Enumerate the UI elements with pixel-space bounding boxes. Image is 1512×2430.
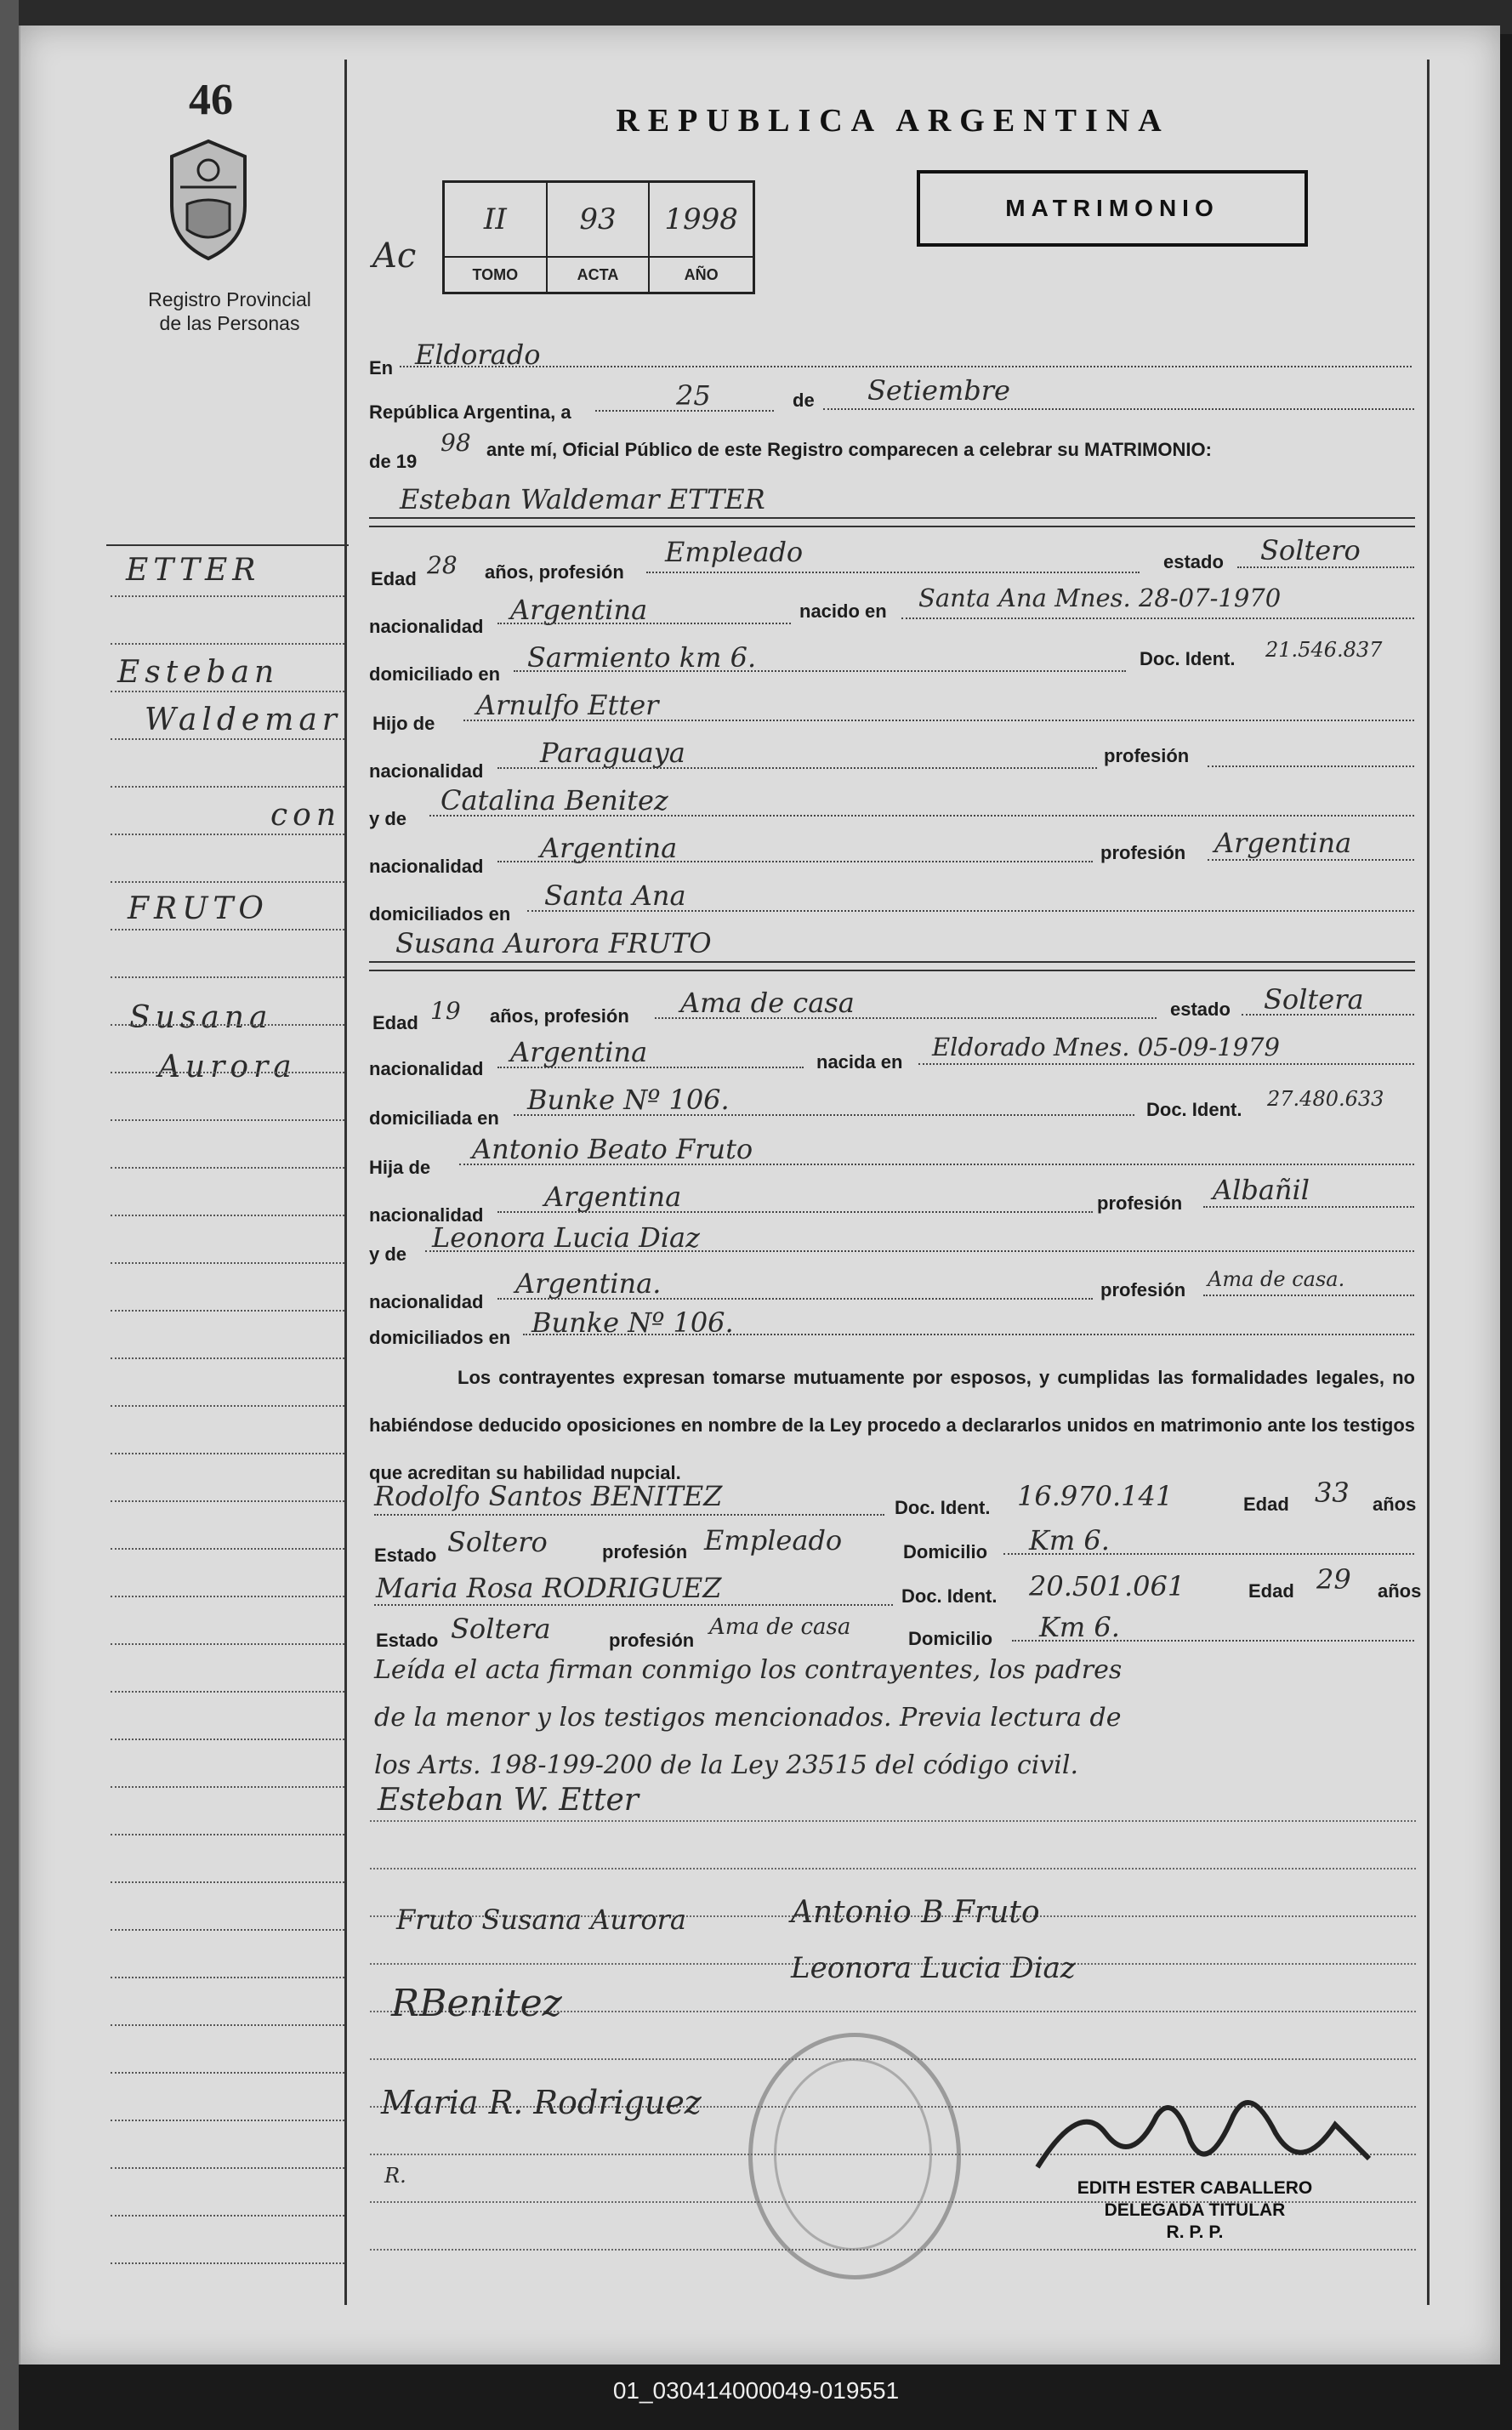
- annotation-ac: Ac: [372, 236, 417, 276]
- witness-2-dom-line: [1012, 1640, 1414, 1642]
- margin-ruled-line: [111, 1691, 344, 1693]
- groom-madre: Catalina Benitez: [441, 784, 668, 817]
- witness-1-doc: 16.970.141: [1017, 1480, 1174, 1512]
- witness-2-dom-label: Domicilio: [908, 1628, 993, 1649]
- groom-edad: 28: [427, 551, 458, 579]
- groom-estado-line: [1237, 566, 1414, 568]
- groom-madre-prof-label: profesión: [1100, 842, 1186, 863]
- margin-con: con: [270, 798, 342, 833]
- witness-1-dom-label: Domicilio: [903, 1541, 988, 1562]
- margin-ruled-line: [111, 2024, 344, 2026]
- closing-line-3: los Arts. 198-199-200 de la Ley 23515 del código civil.: [374, 1750, 1078, 1780]
- bride-padre-line: [459, 1164, 1414, 1165]
- groom-name: Esteban Waldemar ETTER: [400, 483, 765, 515]
- bride-estado: Soltera: [1264, 983, 1364, 1016]
- day-value: 25: [676, 379, 711, 412]
- groom-padres-dom-line: [527, 910, 1414, 912]
- groom-madre-line: [429, 815, 1414, 817]
- groom-padres-dom: Santa Ana: [544, 879, 686, 912]
- day-line: [595, 410, 774, 412]
- place-line: [400, 366, 1412, 367]
- signature-witness-1: RBenitez: [391, 1982, 562, 2025]
- margin-ruled-line: [111, 881, 344, 883]
- bride-dom-label: domiciliada en: [369, 1107, 499, 1129]
- bride-padres-dom-line: [523, 1334, 1414, 1335]
- margin-divider: [344, 60, 347, 2305]
- witness-2-prof-label: profesión: [609, 1630, 695, 1651]
- bride-madre-nac: Argentina.: [515, 1267, 662, 1300]
- margin-ruled-line: [111, 786, 344, 788]
- coat-of-arms-icon: [162, 136, 255, 264]
- groom-nacido-line: [901, 617, 1414, 619]
- bride-nacida: Eldorado Mnes. 05-09-1979: [932, 1033, 1280, 1061]
- groom-madre-nac-line: [497, 861, 1093, 862]
- bride-madre-prof-label: profesión: [1100, 1279, 1186, 1300]
- ante-text: ante mí, Oficial Público de este Registro comparecen a celebrar su MATRIMONIO:: [486, 439, 1212, 460]
- tomo-value: II: [445, 183, 548, 256]
- groom-yde-label: y de: [369, 808, 407, 829]
- registry-box: [442, 180, 755, 294]
- bride-madre-prof-line: [1203, 1295, 1414, 1296]
- groom-padre-prof-line: [1208, 765, 1414, 767]
- closing-line-1: Leída el acta firman conmigo los contrayentes, los padres: [374, 1655, 1123, 1685]
- witness-2-edad: 29: [1316, 1563, 1351, 1596]
- groom-padre-nac: Paraguaya: [540, 737, 685, 769]
- bride-dom-line: [514, 1114, 1134, 1116]
- margin-ruled-line: [111, 1167, 344, 1169]
- groom-prof-label: años, profesión: [485, 561, 624, 583]
- republica-label: República Argentina, a: [369, 401, 571, 423]
- margin-ruled-line: [111, 1310, 344, 1312]
- groom-dom-line: [514, 670, 1126, 672]
- right-border: [1427, 60, 1430, 2305]
- issuer-label: Registro Provincial de las Personas: [148, 288, 311, 334]
- groom-estado-label: estado: [1163, 551, 1224, 572]
- bride-padre-nac-label: nacionalidad: [369, 1204, 484, 1226]
- margin-surname-1: ETTER: [126, 553, 261, 588]
- margin-ruled-line: [111, 1500, 344, 1502]
- official-title: DELEGADA TITULAR: [1104, 2200, 1286, 2220]
- witness-1-estado-label: Estado: [374, 1545, 437, 1566]
- year-suffix-value: 98: [441, 429, 471, 457]
- signature-groom: Esteban W. Etter: [378, 1783, 639, 1818]
- margin-ruled-line: [111, 1786, 344, 1788]
- groom-nacido: Santa Ana Mnes. 28-07-1970: [918, 583, 1282, 612]
- bride-nacionalidad: Argentina: [510, 1036, 648, 1068]
- groom-madre-nac: Argentina: [540, 832, 678, 864]
- groom-domicilio: Sarmiento km 6.: [527, 641, 757, 674]
- witness-1-doc-label: Doc. Ident.: [895, 1497, 991, 1518]
- bride-nac-line: [497, 1067, 804, 1068]
- groom-padre-line: [463, 720, 1414, 721]
- en-label: En: [369, 357, 394, 378]
- groom-nac-label: nacionalidad: [369, 616, 484, 637]
- bride-domicilio: Bunke Nº 106.: [527, 1084, 730, 1116]
- witness-2-doc: 20.501.061: [1029, 1570, 1185, 1602]
- groom-estado: Soltero: [1260, 534, 1361, 566]
- margin-given-2a: Susana: [129, 1000, 273, 1035]
- bride-madre-nac-label: nacionalidad: [369, 1291, 484, 1312]
- de-label: de: [793, 390, 815, 411]
- bride-name-rule-2: [369, 970, 1415, 971]
- witness-2-edad-label: Edad: [1248, 1580, 1294, 1602]
- bride-madre: Leonora Lucia Diaz: [432, 1221, 700, 1254]
- witness-2-name-line: [374, 1604, 893, 1606]
- groom-doc: 21.546.837: [1265, 638, 1383, 662]
- signature-witness-2: Maria R. Rodriguez: [381, 2084, 702, 2121]
- bride-padre: Antonio Beato Fruto: [472, 1133, 753, 1165]
- margin-ruled-line: [111, 2215, 344, 2217]
- groom-prof-line: [646, 572, 1140, 573]
- margin-ruled-line: [111, 1357, 344, 1359]
- margin-ruled-line: [111, 834, 344, 835]
- body-ruled-line: [370, 1820, 1416, 1822]
- groom-hijo-label: Hijo de: [372, 713, 435, 734]
- groom-nac-line: [497, 623, 791, 624]
- margin-ruled-line: [111, 1881, 344, 1883]
- bride-hija-label: Hija de: [369, 1157, 431, 1178]
- witness-2-estado-label: Estado: [376, 1630, 439, 1651]
- official-seal-inner: [774, 2058, 932, 2251]
- margin-ruled-line: [111, 1072, 344, 1073]
- groom-doc-label: Doc. Ident.: [1140, 648, 1236, 669]
- groom-padre-nac-label: nacionalidad: [369, 760, 484, 782]
- bride-madre-prof: Ama de casa.: [1208, 1267, 1345, 1291]
- bride-estado-label: estado: [1170, 999, 1231, 1020]
- groom-profesion: Empleado: [665, 536, 804, 568]
- groom-madre-nac-label: nacionalidad: [369, 856, 484, 877]
- groom-nacido-label: nacido en: [799, 600, 887, 622]
- margin-ruled-line: [111, 2167, 344, 2169]
- witness-1-anos-label: años: [1373, 1494, 1417, 1515]
- groom-edad-label: Edad: [371, 568, 417, 589]
- bride-doc-label: Doc. Ident.: [1146, 1099, 1242, 1120]
- acta-value: 93: [548, 183, 651, 256]
- margin-ruled-line: [111, 976, 344, 978]
- margin-ruled-line: [111, 1977, 344, 1978]
- witness-1-dom-line: [1003, 1553, 1414, 1555]
- bride-profesion: Ama de casa: [680, 987, 855, 1019]
- margin-given-1b: Waldemar: [145, 703, 343, 737]
- witness-2-estado: Soltera: [451, 1613, 551, 1645]
- closing-line-2: de la menor y los testigos mencionados. Previa lectura de: [374, 1703, 1122, 1733]
- witness-1-edad-label: Edad: [1243, 1494, 1289, 1515]
- bride-name: Susana Aurora FRUTO: [395, 927, 712, 959]
- margin-ruled-line: [111, 929, 344, 930]
- groom-madre-prof: Argentina: [1214, 827, 1352, 859]
- margin-rule-top: [106, 544, 349, 546]
- place-value: Eldorado: [415, 339, 541, 371]
- margin-ruled-line: [111, 1929, 344, 1931]
- margin-ruled-line: [111, 1215, 344, 1216]
- bride-padre-prof-line: [1203, 1206, 1414, 1208]
- body-ruled-line: [370, 1868, 1416, 1869]
- bride-yde-label: y de: [369, 1243, 407, 1265]
- bride-nac-label: nacionalidad: [369, 1058, 484, 1079]
- margin-ruled-line: [111, 2262, 344, 2264]
- signature-bride: Fruto Susana Aurora: [396, 1904, 686, 1936]
- margin-ruled-line: [111, 1596, 344, 1597]
- margin-ruled-line: [111, 1024, 344, 1026]
- bride-padres-dom-label: domiciliados en: [369, 1327, 511, 1348]
- groom-padre: Arnulfo Etter: [476, 689, 659, 721]
- witness-2-domicilio: Km 6.: [1039, 1611, 1120, 1643]
- bride-edad-label: Edad: [372, 1012, 418, 1033]
- acta-label: ACTA: [548, 256, 651, 292]
- margin-ruled-line: [111, 1453, 344, 1454]
- bride-nacida-label: nacida en: [816, 1051, 903, 1073]
- ano-value: 1998: [664, 202, 738, 236]
- margin-ruled-line: [111, 1405, 344, 1407]
- witness-1-prof-label: profesión: [602, 1541, 688, 1562]
- margin-ruled-line: [111, 1834, 344, 1835]
- signature-mark: R.: [384, 2164, 406, 2188]
- bride-padre-prof: Albañil: [1213, 1174, 1310, 1206]
- margin-ruled-line: [111, 738, 344, 740]
- margin-surname-2: FRUTO: [128, 891, 269, 926]
- witness-1-edad: 33: [1315, 1477, 1350, 1509]
- witness-2-profesion: Ama de casa: [709, 1614, 851, 1640]
- ano-label: AÑO: [650, 256, 753, 292]
- bride-edad: 19: [430, 997, 461, 1025]
- margin-ruled-line: [111, 1119, 344, 1121]
- bride-padres-dom: Bunke Nº 106.: [531, 1306, 734, 1339]
- bride-madre-nac-line: [497, 1298, 1093, 1300]
- official-org: R. P. P.: [1166, 2222, 1224, 2242]
- declaration-text: Los contrayentes expresan tomarse mutuamente por esposos, y cumplidas las formalidades legales, no habiéndose deducido oposiciones en nombre de la Ley procedo a declararlos unidos en matrimonio ante los testigos que acreditan su habilidad nupcial.: [369, 1367, 1415, 1483]
- witness-1-profesion: Empleado: [704, 1524, 843, 1556]
- margin-given-1a: Esteban: [117, 655, 280, 690]
- witness-1-name: Rodolfo Santos BENITEZ: [374, 1480, 723, 1512]
- signature-father: Antonio B Fruto: [791, 1895, 1040, 1930]
- bride-padre-nac-line: [497, 1211, 1093, 1213]
- month-value: Setiembre: [867, 374, 1010, 407]
- witness-2-anos-label: años: [1378, 1580, 1422, 1602]
- tomo-label: TOMO: [445, 256, 548, 292]
- margin-ruled-line: [111, 595, 344, 597]
- bride-padre-prof-label: profesión: [1097, 1192, 1183, 1214]
- margin-ruled-line: [111, 643, 344, 645]
- scan-identifier: 01_030414000049-019551: [612, 2377, 900, 2404]
- margin-ruled-line: [111, 2120, 344, 2121]
- margin-ruled-line: [111, 1643, 344, 1645]
- official-name: EDITH ESTER CABALLERO: [1077, 2178, 1313, 2198]
- record-type-box: MATRIMONIO: [917, 170, 1308, 247]
- groom-name-rule-2: [369, 526, 1415, 527]
- witness-1-estado: Soltero: [447, 1526, 548, 1558]
- signature-mother: Leonora Lucia Diaz: [791, 1951, 1076, 1985]
- bride-nacida-line: [918, 1063, 1414, 1065]
- country-title: REPUBLICA ARGENTINA: [616, 103, 1170, 139]
- bride-name-rule: [369, 961, 1415, 963]
- groom-padre-prof-label: profesión: [1104, 745, 1190, 766]
- bride-estado-line: [1242, 1014, 1414, 1016]
- margin-ruled-line: [111, 1739, 344, 1740]
- year-prefix-label: de 19: [369, 451, 418, 472]
- bride-prof-label: años, profesión: [490, 1005, 629, 1027]
- page-number: 46: [189, 76, 233, 124]
- bride-prof-line: [655, 1017, 1157, 1019]
- official-block: [1008, 2177, 1382, 2244]
- groom-madre-prof-line: [1208, 859, 1414, 861]
- margin-given-2b: Aurora: [158, 1050, 297, 1084]
- bride-doc: 27.480.633: [1267, 1087, 1384, 1111]
- witness-1-domicilio: Km 6.: [1029, 1524, 1110, 1556]
- groom-padres-dom-label: domiciliados en: [369, 903, 511, 925]
- witness-2-name: Maria Rosa RODRIGUEZ: [376, 1572, 722, 1604]
- witness-2-doc-label: Doc. Ident.: [901, 1585, 998, 1607]
- bride-madre-line: [425, 1250, 1414, 1252]
- margin-ruled-line: [111, 691, 344, 692]
- groom-padre-nac-line: [497, 767, 1097, 769]
- groom-dom-label: domiciliado en: [369, 663, 501, 685]
- groom-nacionalidad: Argentina: [510, 594, 648, 626]
- month-line: [823, 408, 1414, 410]
- groom-name-rule: [369, 517, 1415, 519]
- book-binding: [0, 0, 19, 2430]
- margin-ruled-line: [111, 1548, 344, 1550]
- margin-ruled-line: [111, 1262, 344, 1264]
- witness-1-name-line: [374, 1514, 884, 1516]
- bride-padre-nac: Argentina: [544, 1181, 682, 1213]
- margin-ruled-line: [111, 2072, 344, 2074]
